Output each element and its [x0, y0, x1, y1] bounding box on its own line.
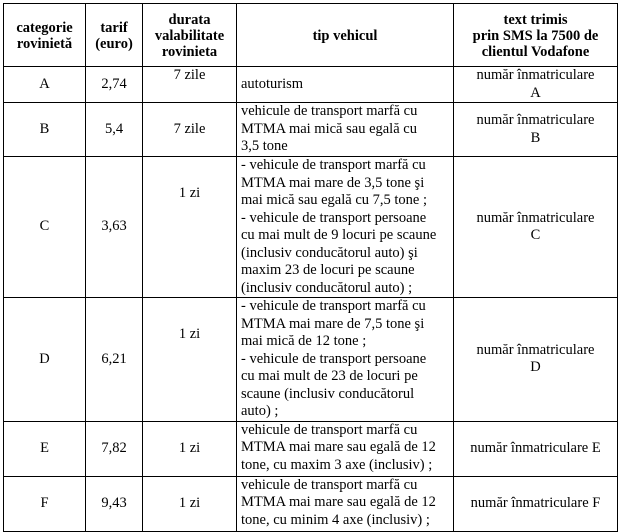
- header-tarif: tarif (euro): [86, 4, 143, 67]
- cell-tarif: 3,63: [86, 157, 143, 298]
- cell-tarif: 5,4: [86, 103, 143, 157]
- cell-tip-vehicul: vehicule de transport marfă cu MTMA mai mare sau egală de 12 tone, cu maxim 3 axe (inclusiv) ;: [237, 421, 454, 476]
- cell-durata: 1 zi: [143, 157, 237, 298]
- header-categorie: categorie rovinietă: [4, 4, 86, 67]
- header-text-sms: text trimis prin SMS la 7500 de clientul Vodafone: [454, 4, 618, 67]
- table-row: [4, 476, 618, 531]
- cell-text-sms: număr înmatriculare B: [454, 103, 618, 157]
- cell-tip-vehicul: vehicule de transport marfă cu MTMA mai mică sau egală cu 3,5 tone: [237, 103, 454, 157]
- table-row: [4, 103, 618, 157]
- cell-text-sms: număr înmatriculare F: [454, 476, 618, 531]
- cell-categorie: C: [4, 157, 86, 298]
- cell-tip-vehicul: vehicule de transport marfă cu MTMA mai mare sau egală de 12 tone, cu minim 4 axe (inclusiv) ;: [237, 476, 454, 531]
- header-row: [4, 4, 618, 67]
- cell-text-sms: număr înmatriculare E: [454, 421, 618, 476]
- cell-categorie: B: [4, 103, 86, 157]
- cell-tarif: 2,74: [86, 67, 143, 103]
- cell-tip-vehicul: autoturism: [237, 67, 454, 103]
- cell-tip-vehicul: - vehicule de transport marfă cu MTMA mai mare de 7,5 tone şi mai mică de 12 tone ; - vehicule de transport persoane cu mai mult de 23 de locuri pe scaune (inclusiv conducătorul auto) ;: [237, 298, 454, 422]
- cell-text-sms: număr înmatriculare C: [454, 157, 618, 298]
- table-row: [4, 298, 618, 422]
- cell-tarif: 7,82: [86, 421, 143, 476]
- cell-categorie: E: [4, 421, 86, 476]
- cell-tarif: 6,21: [86, 298, 143, 422]
- table-row: [4, 157, 618, 298]
- cell-text-sms: număr înmatriculare D: [454, 298, 618, 422]
- header-durata: durata valabilitate rovinieta: [143, 4, 237, 67]
- cell-text-sms: număr înmatriculare A: [454, 67, 618, 103]
- cell-durata: 1 zi: [143, 298, 237, 422]
- cell-categorie: F: [4, 476, 86, 531]
- rovinieta-table: [3, 3, 618, 532]
- cell-durata: 1 zi: [143, 476, 237, 531]
- table-row: [4, 421, 618, 476]
- cell-categorie: D: [4, 298, 86, 422]
- table-row: [4, 67, 618, 103]
- cell-durata: 7 zile: [143, 103, 237, 157]
- header-tip-vehicul: tip vehicul: [237, 4, 454, 67]
- cell-durata: 1 zi: [143, 421, 237, 476]
- cell-tarif: 9,43: [86, 476, 143, 531]
- cell-categorie: A: [4, 67, 86, 103]
- cell-durata: 7 zile: [143, 67, 237, 103]
- cell-tip-vehicul: - vehicule de transport marfă cu MTMA mai mare de 3,5 tone şi mai mică sau egală cu 7,5 tone ; - vehicule de transport persoane cu mai mult de 9 locuri pe scaune (inclusiv conducătorul auto) şi maxim 23 de locuri pe scaune (inclusiv conducătorul auto) ;: [237, 157, 454, 298]
- rovinieta-table-container: [3, 3, 618, 532]
